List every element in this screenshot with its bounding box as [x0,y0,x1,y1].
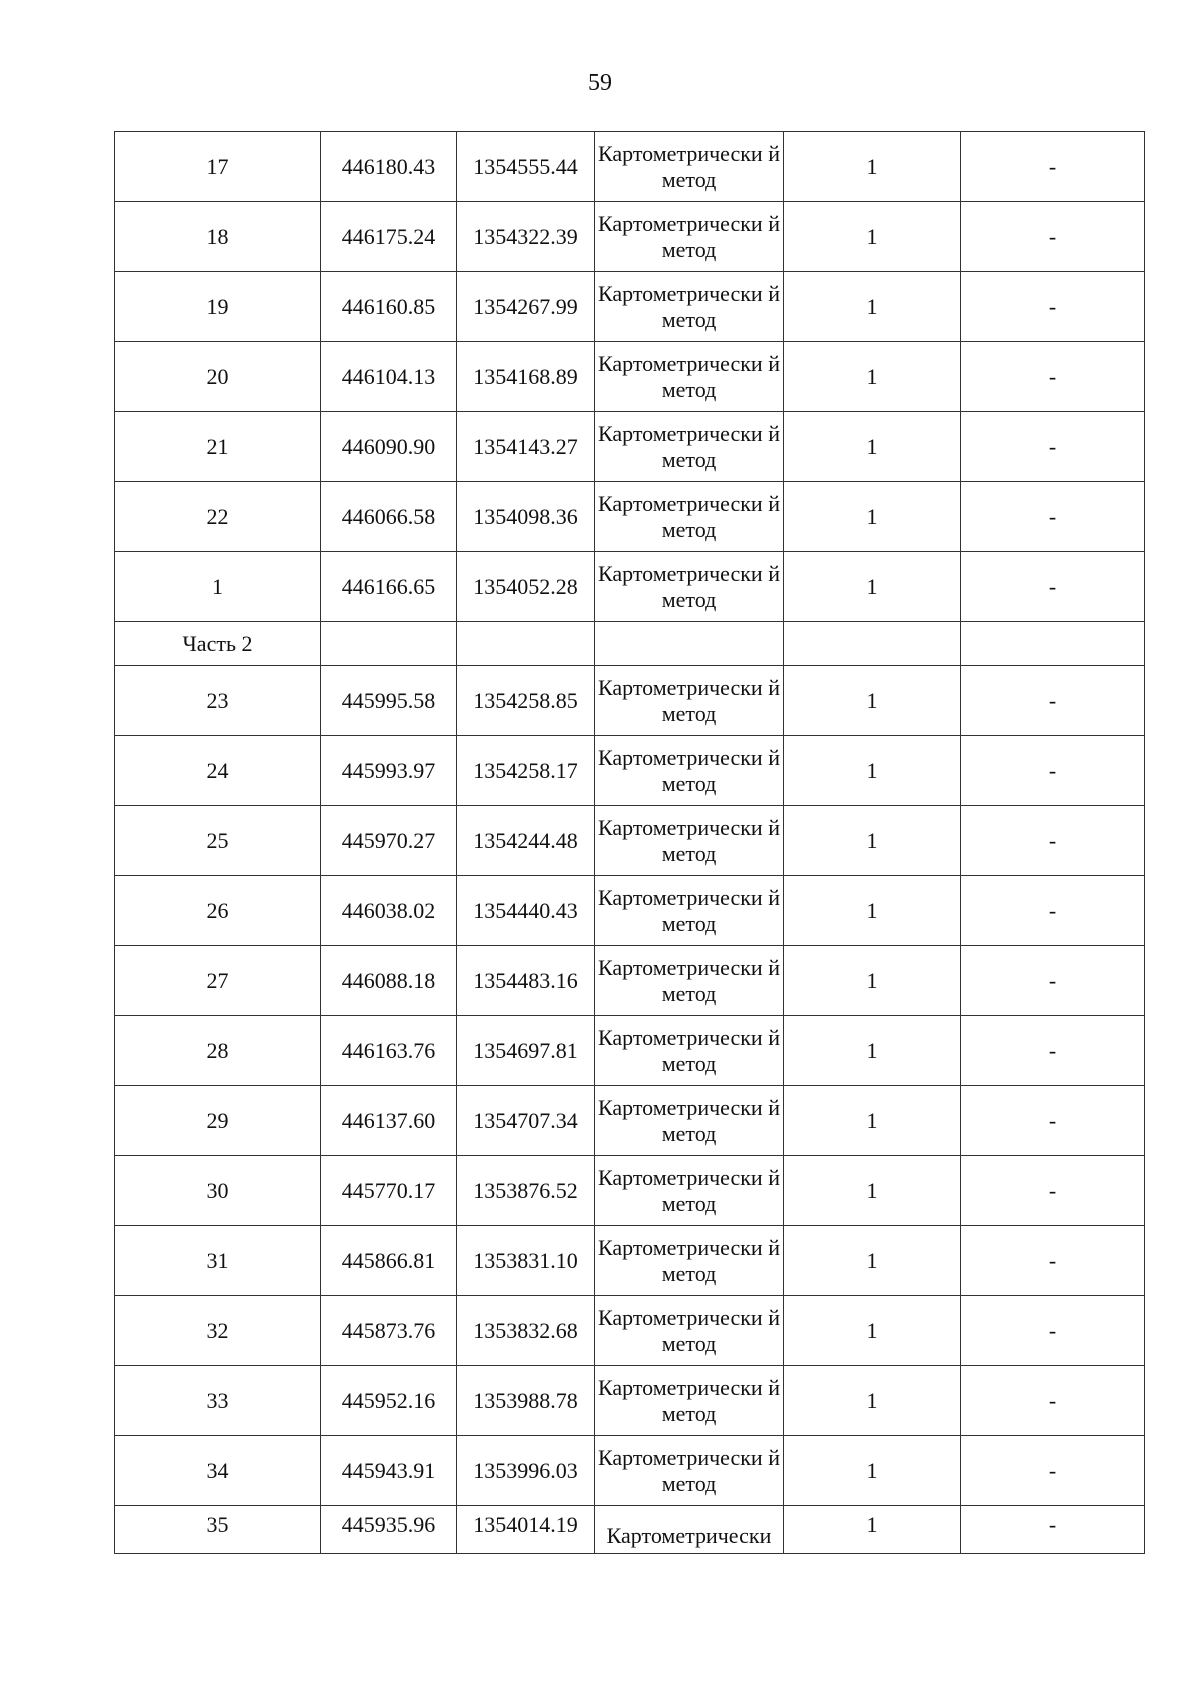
method-cell: Картометрически [595,1506,784,1554]
y-coordinate-cell: 1354258.17 [457,736,595,806]
accuracy-cell: 1 [784,412,961,482]
y-coordinate-cell: 1353876.52 [457,1156,595,1226]
x-coordinate-cell: 445943.91 [321,1436,457,1506]
x-coordinate-cell: 445995.58 [321,666,457,736]
x-coordinate-cell: 446160.85 [321,272,457,342]
method-cell: Картометрически й метод [595,1366,784,1436]
partial-row-group [115,1506,1145,1554]
point-number-cell: 18 [115,202,321,272]
y-coordinate-cell: 1354322.39 [457,202,595,272]
point-number-cell: 1 [115,552,321,622]
accuracy-cell: 1 [784,1506,961,1554]
empty-cell [784,622,961,666]
table-row [115,412,1145,482]
x-coordinate-cell: 446137.60 [321,1086,457,1156]
point-number-cell: 32 [115,1296,321,1366]
method-cell: Картометрически й метод [595,412,784,482]
note-cell: - [961,272,1145,342]
x-coordinate-cell: 446166.65 [321,552,457,622]
x-coordinate-cell: 445873.76 [321,1296,457,1366]
point-number-cell: 22 [115,482,321,552]
y-coordinate-cell: 1353996.03 [457,1436,595,1506]
part2-rows [115,666,1145,1506]
method-cell: Картометрически й метод [595,736,784,806]
method-cell: Картометрически й метод [595,272,784,342]
empty-cell [321,622,457,666]
table-row [115,1366,1145,1436]
y-coordinate-cell: 1354168.89 [457,342,595,412]
x-coordinate-cell: 446180.43 [321,132,457,202]
point-number-cell: 23 [115,666,321,736]
method-cell: Картометрически й метод [595,202,784,272]
y-coordinate-cell: 1354697.81 [457,1016,595,1086]
note-cell: - [961,1226,1145,1296]
y-coordinate-cell: 1354258.85 [457,666,595,736]
accuracy-cell: 1 [784,736,961,806]
point-number-cell: 24 [115,736,321,806]
point-number-cell: 19 [115,272,321,342]
method-cell: Картометрически й метод [595,342,784,412]
method-cell: Картометрически й метод [595,132,784,202]
note-cell: - [961,1296,1145,1366]
accuracy-cell: 1 [784,482,961,552]
x-coordinate-cell: 446175.24 [321,202,457,272]
table-row [115,342,1145,412]
note-cell: - [961,1436,1145,1506]
table-row [115,946,1145,1016]
note-cell: - [961,1506,1145,1554]
point-number-cell: 30 [115,1156,321,1226]
accuracy-cell: 1 [784,342,961,412]
note-cell: - [961,1156,1145,1226]
y-coordinate-cell: 1354483.16 [457,946,595,1016]
table-row [115,1016,1145,1086]
method-cell: Картометрически й метод [595,1296,784,1366]
table-row [115,552,1145,622]
note-cell: - [961,132,1145,202]
table-row [115,1436,1145,1506]
note-cell: - [961,806,1145,876]
point-number-cell: 26 [115,876,321,946]
method-cell: Картометрически й метод [595,1436,784,1506]
method-cell: Картометрически й метод [595,1156,784,1226]
accuracy-cell: 1 [784,1016,961,1086]
method-cell: Картометрически й метод [595,1016,784,1086]
point-number-cell: 25 [115,806,321,876]
table-row-partial [115,1506,1145,1554]
table-row [115,666,1145,736]
x-coordinate-cell: 446038.02 [321,876,457,946]
point-number-cell: 34 [115,1436,321,1506]
y-coordinate-cell: 1354707.34 [457,1086,595,1156]
y-coordinate-cell: 1354143.27 [457,412,595,482]
accuracy-cell: 1 [784,1226,961,1296]
x-coordinate-cell: 445866.81 [321,1226,457,1296]
x-coordinate-cell: 446066.58 [321,482,457,552]
note-cell: - [961,482,1145,552]
note-cell: - [961,342,1145,412]
method-cell: Картометрически й метод [595,1086,784,1156]
empty-cell [595,622,784,666]
x-coordinate-cell: 445993.97 [321,736,457,806]
point-number-cell: 31 [115,1226,321,1296]
note-cell: - [961,1086,1145,1156]
x-coordinate-cell: 446090.90 [321,412,457,482]
x-coordinate-cell: 445970.27 [321,806,457,876]
accuracy-cell: 1 [784,1436,961,1506]
accuracy-cell: 1 [784,946,961,1016]
section-label: Часть 2 [115,622,321,666]
table-row [115,1296,1145,1366]
method-cell: Картометрически й метод [595,946,784,1016]
y-coordinate-cell: 1354440.43 [457,876,595,946]
accuracy-cell: 1 [784,132,961,202]
note-cell: - [961,1016,1145,1086]
accuracy-cell: 1 [784,806,961,876]
method-cell: Картометрически й метод [595,1226,784,1296]
accuracy-cell: 1 [784,876,961,946]
y-coordinate-cell: 1353831.10 [457,1226,595,1296]
x-coordinate-cell: 446163.76 [321,1016,457,1086]
accuracy-cell: 1 [784,1296,961,1366]
note-cell: - [961,666,1145,736]
table-row [115,1086,1145,1156]
accuracy-cell: 1 [784,272,961,342]
y-coordinate-cell: 1353988.78 [457,1366,595,1436]
section-row [115,622,1145,666]
accuracy-cell: 1 [784,1156,961,1226]
x-coordinate-cell: 445935.96 [321,1506,457,1554]
table-row [115,202,1145,272]
x-coordinate-cell: 446104.13 [321,342,457,412]
accuracy-cell: 1 [784,1366,961,1436]
y-coordinate-cell: 1354014.19 [457,1506,595,1554]
table-row [115,736,1145,806]
table-row [115,272,1145,342]
point-number-cell: 20 [115,342,321,412]
x-coordinate-cell: 445952.16 [321,1366,457,1436]
point-number-cell: 28 [115,1016,321,1086]
note-cell: - [961,202,1145,272]
method-cell: Картометрически й метод [595,552,784,622]
note-cell: - [961,1366,1145,1436]
accuracy-cell: 1 [784,666,961,736]
empty-cell [961,622,1145,666]
coordinates-table [114,131,1145,1554]
accuracy-cell: 1 [784,552,961,622]
y-coordinate-cell: 1354555.44 [457,132,595,202]
y-coordinate-cell: 1353832.68 [457,1296,595,1366]
table-row [115,806,1145,876]
point-number-cell: 29 [115,1086,321,1156]
method-cell: Картометрически й метод [595,806,784,876]
point-number-cell: 33 [115,1366,321,1436]
table-row [115,876,1145,946]
point-number-cell: 27 [115,946,321,1016]
method-cell: Картометрически й метод [595,666,784,736]
note-cell: - [961,946,1145,1016]
table-row [115,1156,1145,1226]
note-cell: - [961,552,1145,622]
x-coordinate-cell: 446088.18 [321,946,457,1016]
method-cell: Картометрически й метод [595,876,784,946]
y-coordinate-cell: 1354244.48 [457,806,595,876]
x-coordinate-cell: 445770.17 [321,1156,457,1226]
table-row [115,1226,1145,1296]
y-coordinate-cell: 1354267.99 [457,272,595,342]
page-number: 59 [588,70,612,96]
y-coordinate-cell: 1354052.28 [457,552,595,622]
accuracy-cell: 1 [784,1086,961,1156]
accuracy-cell: 1 [784,202,961,272]
point-number-cell: 21 [115,412,321,482]
note-cell: - [961,876,1145,946]
section-part2 [115,622,1145,666]
note-cell: - [961,412,1145,482]
method-cell: Картометрически й метод [595,482,784,552]
table-row [115,132,1145,202]
point-number-cell: 35 [115,1506,321,1554]
note-cell: - [961,736,1145,806]
table-row [115,482,1145,552]
y-coordinate-cell: 1354098.36 [457,482,595,552]
point-number-cell: 17 [115,132,321,202]
part1-rows [115,132,1145,622]
empty-cell [457,622,595,666]
